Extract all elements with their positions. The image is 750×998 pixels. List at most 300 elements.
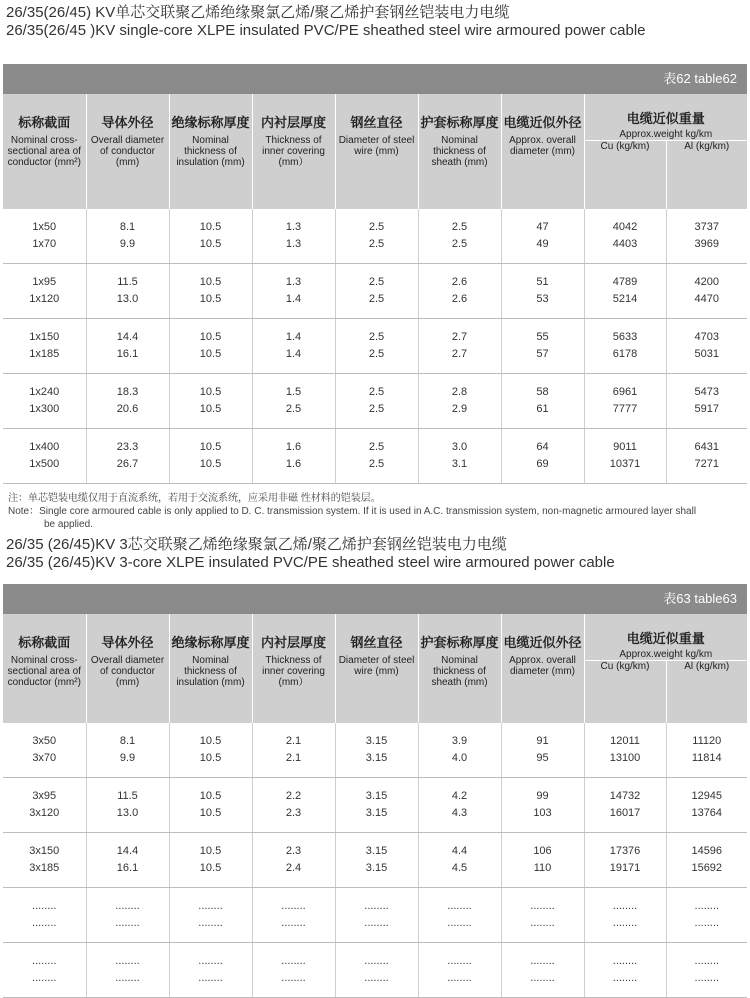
cell-value: 10.5 (199, 347, 222, 360)
cell-value: ........ (281, 916, 306, 929)
cell-insulation-thickness (169, 723, 252, 778)
cell-steel-wire (335, 887, 418, 942)
cell-value: ........ (612, 899, 638, 912)
cell-steel-wire (335, 832, 418, 887)
cell-value: ........ (530, 954, 555, 967)
cell-value: 3.15 (365, 806, 388, 819)
cell-value: 16.1 (116, 861, 139, 874)
cell-value: 1.6 (285, 457, 302, 470)
header-al: Al (kg/km) (666, 141, 747, 209)
cell-value: 61 (536, 402, 549, 415)
cell-value: 55 (536, 330, 549, 343)
cell-value: 2.5 (368, 385, 385, 398)
cell-value: ........ (530, 916, 555, 929)
cell-steel-wire (335, 263, 418, 318)
cell-value: 91 (536, 734, 549, 747)
cell-value: ........ (694, 899, 719, 912)
cell-value: ........ (612, 971, 638, 984)
cell-weight-cu (584, 428, 666, 483)
cell-value: ........ (198, 971, 223, 984)
cell-value: ........ (115, 916, 140, 929)
cell-value: 10371 (609, 457, 641, 470)
cell-weight-cu (584, 832, 666, 887)
cell-steel-wire (335, 723, 418, 778)
cell-value: 64 (536, 440, 549, 453)
cell-value: ........ (281, 899, 306, 912)
table-row (3, 318, 747, 373)
cell-conductor-diameter (86, 373, 169, 428)
cell-value: 1x185 (29, 347, 60, 360)
cell-value: 2.5 (368, 402, 385, 415)
cell-value: 4703 (694, 330, 719, 343)
cell-value: 13100 (609, 751, 641, 764)
cell-weight-al (666, 373, 747, 428)
cell-value: 10.5 (199, 844, 222, 857)
cell-inner-covering (252, 777, 335, 832)
cell-inner-covering (252, 428, 335, 483)
cell-value: 3x70 (32, 751, 57, 764)
cell-value: 3.15 (365, 844, 388, 857)
cell-value: ........ (198, 954, 223, 967)
cell-value: 2.5 (285, 402, 302, 415)
cell-value: 8.1 (119, 734, 136, 747)
cell-value: 3.15 (365, 789, 388, 802)
cell-value: 1x300 (29, 402, 60, 415)
cell-value: 10.5 (199, 402, 222, 415)
cell-size (3, 942, 86, 997)
cell-value: 14.4 (116, 330, 139, 343)
cell-value: 12011 (610, 734, 640, 747)
cell-sheath-thickness (418, 887, 501, 942)
table-row (3, 723, 747, 778)
header-weight: 电缆近似重量 Approx.weight kg/km (584, 94, 747, 141)
header-overall-diameter: 电缆近似外径 Approx. overall diameter (mm) (501, 94, 584, 209)
cell-value: ........ (530, 971, 555, 984)
cell-value: 2.1 (285, 734, 302, 747)
header-al: Al (kg/km) (666, 661, 747, 723)
cell-value: 10.5 (199, 806, 222, 819)
cell-value: 17376 (609, 844, 641, 857)
cell-value: 10.5 (199, 440, 222, 453)
cell-value: 10.5 (199, 751, 222, 764)
cell-value: 2.5 (451, 220, 468, 233)
cell-value: 1x70 (32, 237, 57, 250)
cell-weight-al (666, 263, 747, 318)
table-row (3, 942, 747, 997)
cell-value: 4789 (612, 275, 638, 288)
cell-inner-covering (252, 209, 335, 264)
cell-value: 3.15 (365, 861, 388, 874)
cell-weight-al (666, 428, 747, 483)
cell-value: 1x400 (29, 440, 60, 453)
cell-value: 3x50 (32, 734, 57, 747)
cell-sheath-thickness (418, 942, 501, 997)
header-conductor-diameter: 导体外径 Overall diameter of conductor (mm) (86, 94, 169, 209)
cell-inner-covering (252, 318, 335, 373)
table63-label-bar (3, 584, 747, 614)
section-three-core (0, 536, 750, 998)
cell-value: ........ (612, 954, 638, 967)
cell-value: 2.9 (451, 402, 468, 415)
cell-value: 4.0 (451, 751, 468, 764)
cell-conductor-diameter (86, 723, 169, 778)
cell-value: 10.5 (199, 789, 222, 802)
cell-value: 26.7 (116, 457, 139, 470)
cell-value: 2.7 (451, 330, 468, 343)
cell-value: 10.5 (199, 292, 222, 305)
cell-value: 14596 (691, 844, 723, 857)
section1-title-cn: 26/35(26/45) KV单芯交联聚乙烯绝缘聚氯乙烯/聚乙烯护套钢丝铠装电力电缆 (6, 4, 510, 21)
header-cu: Cu (kg/km) (584, 661, 666, 723)
cell-value: 5917 (694, 402, 719, 415)
header-steel-wire: 钢丝直径 Diameter of steel wire (mm) (335, 614, 418, 723)
cell-weight-cu (584, 373, 666, 428)
cell-value: 10.5 (199, 220, 222, 233)
cell-value: ........ (694, 954, 719, 967)
cell-value: 10.5 (199, 237, 222, 250)
cell-value: 16017 (609, 806, 641, 819)
cell-value: 3x150 (29, 844, 60, 857)
cell-value: 7777 (612, 402, 638, 415)
cell-value: 2.3 (285, 844, 302, 857)
cell-value: 2.6 (451, 275, 468, 288)
table-row (3, 263, 747, 318)
cell-weight-cu (584, 942, 666, 997)
cell-value: ........ (115, 899, 140, 912)
cell-size (3, 832, 86, 887)
cell-value: ........ (281, 971, 306, 984)
cell-conductor-diameter (86, 209, 169, 264)
cell-value: 10.5 (199, 457, 222, 470)
cell-insulation-thickness (169, 887, 252, 942)
cell-overall-diameter (501, 723, 584, 778)
table-row (3, 209, 747, 264)
cell-value: 106 (533, 844, 552, 857)
cell-inner-covering (252, 832, 335, 887)
cell-value: 20.6 (116, 402, 139, 415)
cell-value: ........ (198, 916, 223, 929)
cell-value: 9.9 (119, 751, 136, 764)
cell-value: ........ (115, 971, 140, 984)
cell-sheath-thickness (418, 209, 501, 264)
cell-value: ........ (530, 899, 555, 912)
header-conductor-diameter: 导体外径 Overall diameter of conductor (mm) (86, 614, 169, 723)
table-row (3, 887, 747, 942)
cell-weight-al (666, 887, 747, 942)
cell-value: 47 (536, 220, 549, 233)
cell-insulation-thickness (169, 942, 252, 997)
cell-value: ........ (364, 954, 389, 967)
table-row (3, 373, 747, 428)
cell-value: 3x120 (29, 806, 60, 819)
cell-value: 1.3 (285, 275, 302, 288)
cell-value: ........ (32, 916, 57, 929)
cell-steel-wire (335, 942, 418, 997)
cell-value: 4.3 (451, 806, 468, 819)
table62-label: 表62 table62 (663, 71, 737, 86)
cell-value: 2.5 (368, 292, 385, 305)
table63-label: 表63 table63 (663, 591, 737, 606)
cell-value: 2.8 (451, 385, 468, 398)
cell-overall-diameter (501, 777, 584, 832)
header-sheath-thickness: 护套标称厚度 Nominal thickness of sheath (mm) (418, 94, 501, 209)
cell-value: 5633 (612, 330, 638, 343)
cell-value: 2.5 (368, 220, 385, 233)
cell-value: 12945 (691, 789, 723, 802)
section1-title-en: 26/35(26/45 )KV single-core XLPE insulated PVC/PE sheathed steel wire armoured power cable (6, 22, 646, 39)
cell-value: 58 (536, 385, 549, 398)
cell-steel-wire (335, 428, 418, 483)
cell-weight-cu (584, 209, 666, 264)
cell-overall-diameter (501, 373, 584, 428)
cell-size (3, 373, 86, 428)
header-size: 标称截面 Nominal cross-sectional area of conductor (mm²) (3, 614, 86, 723)
cell-value: 4.2 (451, 789, 468, 802)
cell-value: 4.4 (451, 844, 468, 857)
cell-value: 3x95 (32, 789, 57, 802)
cell-value: ........ (447, 971, 472, 984)
cell-overall-diameter (501, 263, 584, 318)
cell-weight-al (666, 723, 747, 778)
cell-sheath-thickness (418, 832, 501, 887)
cell-steel-wire (335, 209, 418, 264)
cell-value: 3.9 (451, 734, 468, 747)
header-inner-covering: 内衬层厚度 Thickness of inner covering (mm） (252, 94, 335, 209)
cell-value: 110 (533, 861, 552, 874)
cell-conductor-diameter (86, 428, 169, 483)
cell-value: 1x240 (29, 385, 60, 398)
cell-value: 57 (536, 347, 549, 360)
cell-value: ........ (447, 916, 472, 929)
cell-value: 3.1 (451, 457, 468, 470)
cell-value: 2.1 (285, 751, 302, 764)
cell-value: ........ (612, 916, 638, 929)
cell-value: 14732 (609, 789, 641, 802)
cell-weight-cu (584, 263, 666, 318)
cell-value: 1x120 (29, 292, 60, 305)
cell-value: 6961 (612, 385, 638, 398)
cell-insulation-thickness (169, 373, 252, 428)
cell-value: 1.6 (285, 440, 302, 453)
cell-size (3, 263, 86, 318)
table62-label-bar (3, 64, 747, 94)
cell-sheath-thickness (418, 723, 501, 778)
cell-insulation-thickness (169, 318, 252, 373)
cell-value: 3.0 (451, 440, 468, 453)
cell-value: 16.1 (116, 347, 139, 360)
cell-value: 2.5 (368, 237, 385, 250)
cell-value: 3737 (694, 220, 719, 233)
cell-value: 1x150 (29, 330, 60, 343)
cell-insulation-thickness (169, 263, 252, 318)
table-row (3, 428, 747, 483)
cell-value: 10.5 (199, 275, 222, 288)
cell-overall-diameter (501, 209, 584, 264)
cell-value: 1.4 (285, 347, 302, 360)
cell-value: ........ (32, 954, 57, 967)
cell-value: 9011 (613, 440, 637, 453)
header-size: 标称截面 Nominal cross-sectional area of conductor (mm²) (3, 94, 86, 209)
cell-conductor-diameter (86, 263, 169, 318)
cell-value: 10.5 (199, 861, 222, 874)
header-inner-covering: 内衬层厚度 Thickness of inner covering (mm） (252, 614, 335, 723)
cell-value: 13.0 (116, 806, 139, 819)
cell-value: ........ (198, 899, 223, 912)
cell-value: ........ (364, 899, 389, 912)
cell-value: 13764 (691, 806, 723, 819)
cell-value: 1x500 (29, 457, 60, 470)
cell-size (3, 777, 86, 832)
cell-value: ........ (694, 916, 719, 929)
cell-value: 103 (533, 806, 552, 819)
cell-value: 11814 (691, 751, 722, 764)
section-single-core (0, 4, 750, 531)
cell-value: 5214 (612, 292, 638, 305)
cell-value: 2.7 (451, 347, 468, 360)
cell-value: 2.5 (368, 330, 385, 343)
cell-value: 18.3 (116, 385, 139, 398)
cell-value: 1.3 (285, 220, 302, 233)
cell-value: 8.1 (119, 220, 136, 233)
cell-value: 2.5 (368, 275, 385, 288)
cell-sheath-thickness (418, 777, 501, 832)
cell-inner-covering (252, 723, 335, 778)
cell-value: 95 (536, 751, 549, 764)
cell-overall-diameter (501, 887, 584, 942)
cell-size (3, 887, 86, 942)
cell-value: 1.4 (285, 292, 302, 305)
header-overall-diameter: 电缆近似外径 Approx. overall diameter (mm) (501, 614, 584, 723)
header-sheath-thickness: 护套标称厚度 Nominal thickness of sheath (mm) (418, 614, 501, 723)
cell-value: 11120 (692, 734, 722, 747)
cell-value: ........ (447, 954, 472, 967)
cell-size (3, 723, 86, 778)
cell-value: 99 (536, 789, 549, 802)
cell-value: 51 (536, 275, 549, 288)
cell-conductor-diameter (86, 832, 169, 887)
cell-insulation-thickness (169, 832, 252, 887)
cell-value: 11.5 (117, 275, 138, 288)
cell-sheath-thickness (418, 428, 501, 483)
cell-value: 2.5 (368, 440, 385, 453)
cell-value: 15692 (691, 861, 723, 874)
cell-value: 4.5 (451, 861, 468, 874)
cell-value: 2.5 (451, 237, 468, 250)
cell-value: 6178 (612, 347, 638, 360)
cell-weight-al (666, 318, 747, 373)
cell-value: 2.5 (368, 347, 385, 360)
cell-conductor-diameter (86, 777, 169, 832)
cell-value: 6431 (694, 440, 719, 453)
cell-value: 13.0 (116, 292, 139, 305)
cell-value: 5473 (694, 385, 719, 398)
table62 (3, 94, 747, 484)
cell-value: 3x185 (29, 861, 60, 874)
cell-value: 2.5 (368, 457, 385, 470)
cell-conductor-diameter (86, 318, 169, 373)
cell-size (3, 318, 86, 373)
cell-value: 4403 (612, 237, 638, 250)
cell-sheath-thickness (418, 263, 501, 318)
cell-value: ........ (447, 899, 472, 912)
header-steel-wire: 钢丝直径 Diameter of steel wire (mm) (335, 94, 418, 209)
cell-sheath-thickness (418, 373, 501, 428)
note-en-line2: be applied. (44, 518, 93, 530)
cell-value: ........ (364, 971, 389, 984)
note-cn: 注：单芯铠装电缆仅用于直流系统，若用于交流系统，应采用非磁 性材料的铠装层。 (8, 492, 381, 504)
cell-value: 2.4 (285, 861, 302, 874)
cell-size (3, 209, 86, 264)
cell-value: 10.5 (199, 385, 222, 398)
cell-value: 11.5 (117, 789, 138, 802)
cell-value: ........ (694, 971, 719, 984)
cell-overall-diameter (501, 318, 584, 373)
cell-value: ........ (281, 954, 306, 967)
cell-overall-diameter (501, 942, 584, 997)
cell-weight-al (666, 942, 747, 997)
cell-value: ........ (32, 971, 57, 984)
cell-value: ........ (115, 954, 140, 967)
cell-value: 2.2 (285, 789, 302, 802)
cell-weight-al (666, 209, 747, 264)
cell-value: 7271 (694, 457, 719, 470)
cell-insulation-thickness (169, 428, 252, 483)
cell-value: 2.6 (451, 292, 468, 305)
cell-value: 14.4 (116, 844, 139, 857)
cell-inner-covering (252, 263, 335, 318)
cell-value: 1x50 (32, 220, 57, 233)
cell-inner-covering (252, 942, 335, 997)
cell-inner-covering (252, 373, 335, 428)
header-insulation-thickness: 绝缘标称厚度 Nominal thickness of insulation (mm) (169, 614, 252, 723)
cell-inner-covering (252, 887, 335, 942)
cell-value: 2.3 (285, 806, 302, 819)
cell-value: 53 (536, 292, 549, 305)
cell-value: 19171 (609, 861, 641, 874)
cell-value: 23.3 (116, 440, 139, 453)
cell-value: 1.3 (285, 237, 302, 250)
table63 (3, 614, 747, 998)
section2-title-cn: 26/35 (26/45)KV 3芯交联聚乙烯绝缘聚氯乙烯/聚乙烯护套钢丝铠装电力电缆 (6, 536, 507, 553)
cell-value: 3.15 (365, 751, 388, 764)
cell-conductor-diameter (86, 942, 169, 997)
cell-weight-al (666, 777, 747, 832)
header-weight: 电缆近似重量 Approx.weight kg/km (584, 614, 747, 661)
cell-weight-al (666, 832, 747, 887)
cell-value: 3.15 (365, 734, 388, 747)
section2-title-en: 26/35 (26/45)KV 3-core XLPE insulated PVC/PE sheathed steel wire armoured power cable (6, 554, 615, 571)
cell-value: ........ (32, 899, 57, 912)
table-row (3, 777, 747, 832)
cell-weight-cu (584, 887, 666, 942)
cell-value: 10.5 (199, 330, 222, 343)
cell-value: 49 (536, 237, 549, 250)
note-en-line1: Note：Single core armoured cable is only applied to D. C. transmission system. If it is used in A.C. transmission system, non-magnetic armoured layer shall (8, 505, 697, 517)
cell-value: ........ (364, 916, 389, 929)
cell-weight-cu (584, 318, 666, 373)
cell-value: 1.5 (285, 385, 302, 398)
cell-steel-wire (335, 373, 418, 428)
cell-insulation-thickness (169, 777, 252, 832)
cell-sheath-thickness (418, 318, 501, 373)
cell-value: 4042 (612, 220, 638, 233)
cell-value: 10.5 (199, 734, 222, 747)
cell-weight-cu (584, 777, 666, 832)
cell-value: 4470 (694, 292, 719, 305)
cell-value: 1x95 (32, 275, 57, 288)
cell-insulation-thickness (169, 209, 252, 264)
cell-steel-wire (335, 777, 418, 832)
